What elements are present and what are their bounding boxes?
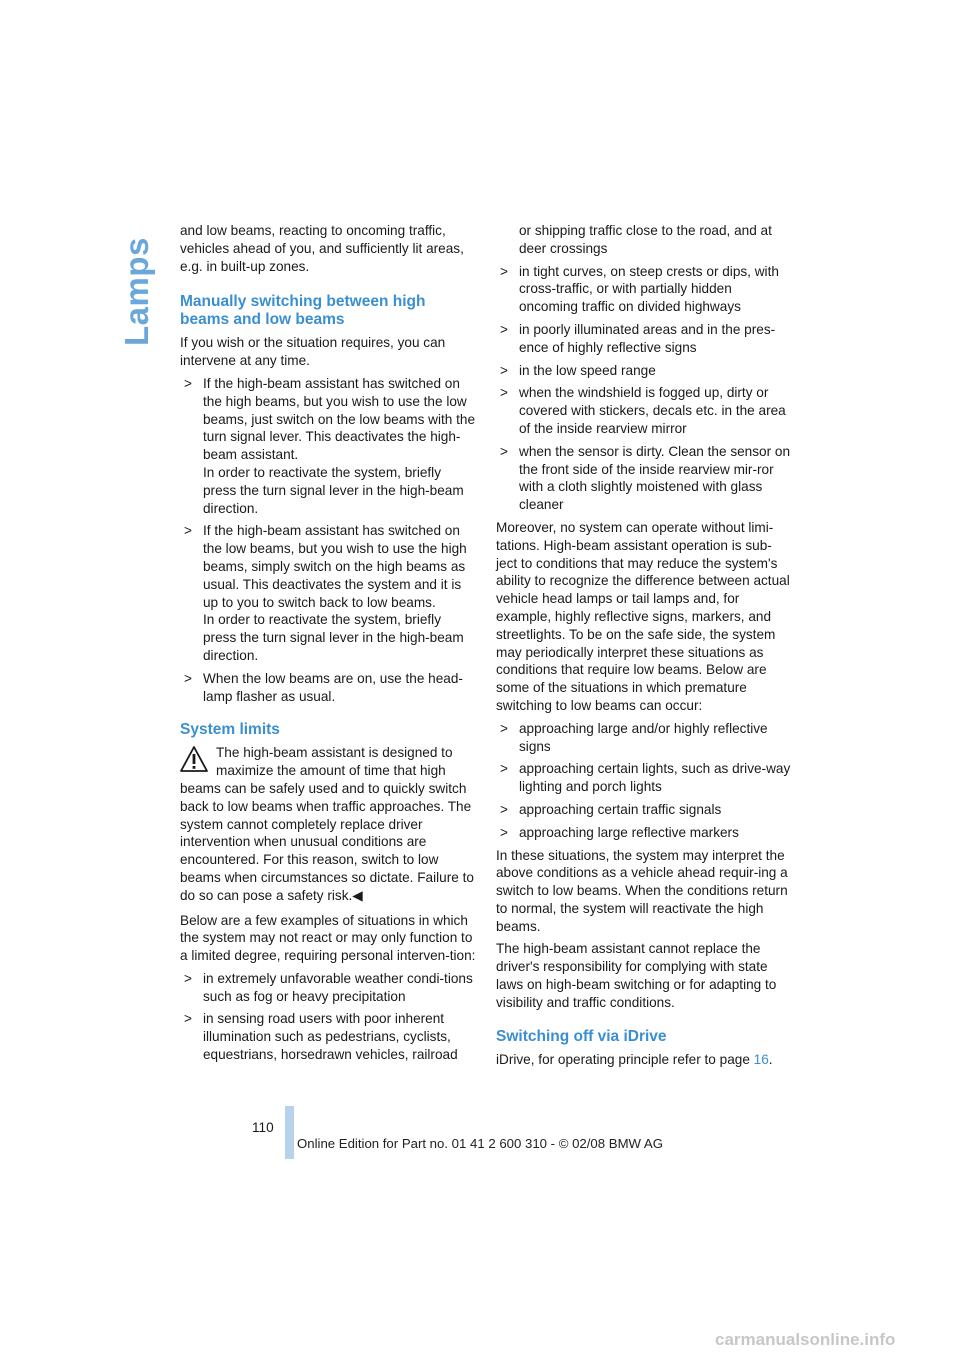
switching-off-heading: Switching off via iDrive xyxy=(496,1027,667,1045)
examples-bullet-list xyxy=(180,970,476,1064)
watermark: carmanualsonline.info xyxy=(715,1330,896,1349)
list-item-text: approaching certain traffic signals xyxy=(519,801,722,817)
idrive-paragraph xyxy=(496,1051,792,1069)
page-reference-link[interactable]: 16 xyxy=(753,1051,769,1067)
bullet-marker: > xyxy=(184,670,192,686)
manual-bullet-list xyxy=(180,375,476,705)
list-item-text: in the low speed range xyxy=(519,362,656,378)
bullet-marker: > xyxy=(500,321,508,337)
list-item-text: If the high-beam assistant has switched on the high beams, but you wish to use the low beams, just switch on the low beams with the turn signal lever. This deactivates the high-beam assistant. xyxy=(203,375,476,463)
list-item xyxy=(496,321,792,357)
list-item xyxy=(496,824,792,842)
list-item xyxy=(496,443,792,514)
system-limits-heading: System limits xyxy=(180,721,280,739)
bullet-marker: > xyxy=(500,824,508,840)
bullet-marker: > xyxy=(500,385,508,401)
list-item-text: In order to reactivate the system, briefly press the turn signal lever in the high-beam direction. xyxy=(203,464,464,516)
warning-notice xyxy=(180,744,476,904)
conditions-bullet-list xyxy=(496,263,792,514)
chapter-side-title: Lamps xyxy=(118,237,155,346)
bullet-marker: > xyxy=(500,263,508,279)
continued-list-text: or shipping traffic close to the road, and at deer crossings xyxy=(519,223,772,256)
list-item xyxy=(180,1010,476,1063)
list-item-text: In order to reactivate the system, briefly press the turn signal lever in the high-beam direction. xyxy=(203,612,464,663)
list-item-text: When the low beams are on, use the head-lamp flasher as usual. xyxy=(203,670,463,704)
cannot-replace-paragraph: The high-beam assistant cannot replace the driver's responsibility for complying with state laws on high-beam switching or for adapting to visibility and traffic conditions. xyxy=(496,941,777,1010)
list-item-text: in tight curves, on steep crests or dips, with cross-traffic, or with partially hidden oncoming traffic on divided highways xyxy=(519,263,779,315)
bullet-marker: > xyxy=(500,720,508,736)
list-item xyxy=(496,801,792,819)
bullet-marker: > xyxy=(184,1011,192,1027)
list-item xyxy=(180,522,476,664)
list-item-text: in poorly illuminated areas and in the pres-ence of highly reflective signs xyxy=(519,321,776,355)
list-item-text: in extremely unfavorable weather condi-tions such as fog or heavy precipitation xyxy=(203,970,473,1004)
bullet-marker: > xyxy=(500,801,508,817)
list-item xyxy=(180,670,476,706)
footer-accent-bar xyxy=(285,1106,294,1159)
manual-intro-paragraph: If you wish or the situation requires, you can intervene at any time. xyxy=(180,335,446,369)
bullet-marker: > xyxy=(184,523,192,539)
list-item xyxy=(496,760,792,796)
warning-text: beams can be safely used and to quickly switch back to low beams when traffic approaches. The system cannot completely replace driver intervention when unusual conditions are encountered. For this reason, switch to low beams when circumstances so dictate. Failure to do so can pose a safety risk. xyxy=(180,780,474,903)
list-item-text: approaching large and/or highly reflective signs xyxy=(519,720,768,754)
list-item-text: If the high-beam assistant has switched on the low beams, but you wish to use the high beams, simply switch on the high beams as usual. This deactivates the system and it is up to you to switch back to low beams. xyxy=(203,523,467,610)
list-item-text: in sensing road users with poor inherent illumination such as pedestrians, cyclists, equestrians, horsedrawn vehicles, railroad xyxy=(203,1011,458,1063)
idrive-text: iDrive, for operating principle refer to page xyxy=(496,1051,754,1067)
examples-intro-paragraph: Below are a few examples of situations in which the system may not react or may only function to a limited degree, requiring personal interven-tion: xyxy=(180,912,476,964)
list-item-text: when the sensor is dirty. Clean the sensor on the front side of the inside rearview mir-ror with a cloth slightly moistened with glass cleaner xyxy=(519,443,791,513)
list-item xyxy=(496,362,792,380)
moreover-paragraph: Moreover, no system can operate without limi-tations. High-beam assistant operation is sub-ject to conditions that may reduce the system's ability to recognize the difference between actual vehicle head lamps or tail lamps and, for example, highly reflective signs, markers, and streetlights. To be on the safe side, the system may periodically interpret these situations as conditions that require low beams. Below are some of the situations in which premature switching to low beams can occur: xyxy=(496,519,790,713)
situations-paragraph: In these situations, the system may interpret the above conditions as a vehicle ahead requir-ing a switch to low beams. When the conditions return to normal, the system will reactivate the high beams. xyxy=(496,847,788,934)
right-column xyxy=(496,222,792,1073)
end-mark: ◀ xyxy=(352,887,363,903)
list-item-text: approaching certain lights, such as drive-way lighting and porch lights xyxy=(519,761,791,795)
warning-text-first: The high-beam assistant is designed to maximize the amount of time that high xyxy=(216,745,453,779)
bullet-marker: > xyxy=(500,362,508,378)
manual-switching-heading: Manually switching between high beams and low beams xyxy=(180,293,426,329)
bullet-marker: > xyxy=(500,443,508,459)
page-number: 110 xyxy=(252,1120,274,1135)
list-item-text: approaching large reflective markers xyxy=(519,824,739,840)
list-item xyxy=(180,375,476,517)
list-item xyxy=(496,263,792,316)
warning-triangle-icon xyxy=(180,746,208,772)
list-item xyxy=(496,384,792,437)
bullet-marker: > xyxy=(184,970,192,986)
list-item xyxy=(496,720,792,756)
idrive-period: . xyxy=(768,1051,773,1067)
premature-switching-list xyxy=(496,720,792,842)
bullet-marker: > xyxy=(184,375,192,391)
list-item-text: when the windshield is fogged up, dirty or covered with stickers, decals etc. in the area of the inside rearview mirror xyxy=(519,385,786,436)
bullet-marker: > xyxy=(500,761,508,777)
list-item xyxy=(180,970,476,1006)
footer-edition-text: Online Edition for Part no. 01 41 2 600 310 - © 02/08 BMW AG xyxy=(297,1136,663,1151)
intro-paragraph: and low beams, reacting to oncoming traffic, vehicles ahead of you, and sufficiently lit areas, e.g. in built-up zones. xyxy=(180,223,464,274)
left-column xyxy=(180,222,476,1069)
